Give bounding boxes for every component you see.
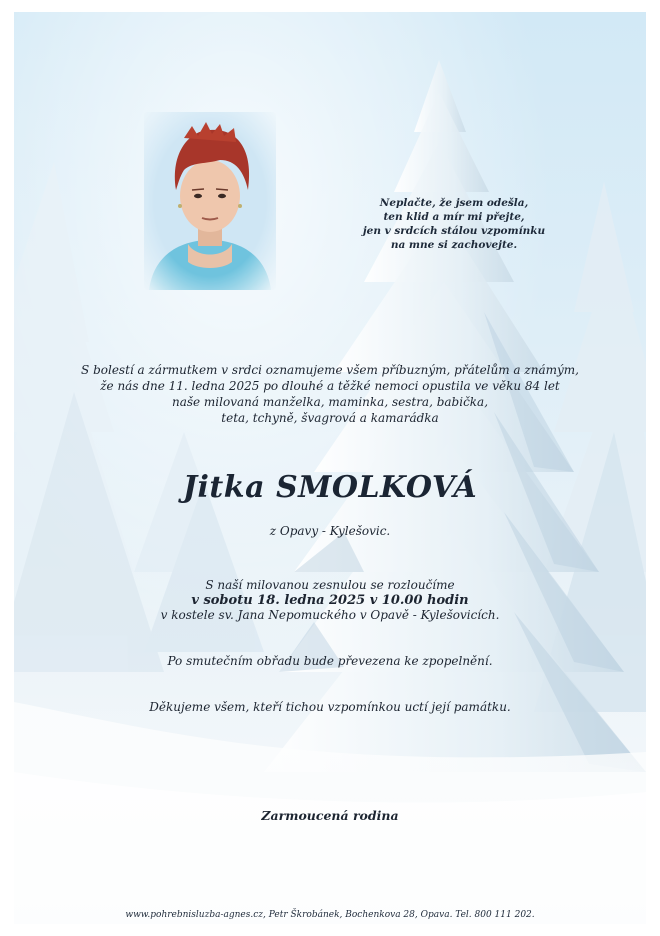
memorial-verse	[344, 196, 564, 252]
funeral-service-footer: www.pohrebnisluzba-agnes.cz, Petr Škrobánek, Bochenkova 28, Opava. Tel. 800 111 202.	[125, 910, 535, 920]
obituary-page	[14, 12, 646, 924]
deceased-origin: z Opavy - Kylešovic.	[269, 524, 391, 538]
announcement-line: S bolestí a zármutkem v srdci oznamujeme všem příbuzným, přátelům a známým,	[81, 363, 579, 377]
funeral-date-time: v sobotu 18. ledna 2025 v 10.00 hodin	[191, 593, 469, 608]
announcement-text	[14, 362, 646, 426]
farewell-intro: S naší milovanou zesnulou se rozloučíme	[205, 578, 455, 592]
verse-line: na mne si zachovejte.	[390, 239, 518, 251]
deceased-name: Jitka SMOLKOVÁ	[182, 470, 478, 505]
portrait-photo	[144, 112, 276, 290]
verse-line: ten klid a mír mi přejte,	[383, 211, 525, 223]
cremation-note: Po smutečním obřadu bude převezena ke zpopelnění.	[167, 654, 493, 668]
verse-line: Neplačte, že jsem odešla,	[379, 197, 529, 209]
funeral-location: v kostele sv. Jana Nepomuckého v Opavě - Kylešovicích.	[160, 608, 500, 622]
announcement-line: že nás dne 11. ledna 2025 po dlouhé a těžké nemoci opustila ve věku 84 let	[100, 379, 560, 393]
family-signature: Zarmoucená rodina	[261, 808, 399, 823]
announcement-line: naše milovaná manželka, maminka, sestra, babička,	[171, 395, 489, 409]
winter-forest-background	[14, 12, 646, 924]
announcement-line: teta, tchyně, švagrová a kamarádka	[221, 411, 439, 425]
verse-line: jen v srdcích stálou vzpomínku	[362, 225, 546, 237]
thanks-note: Děkujeme všem, kteří tichou vzpomínkou uctí její památku.	[149, 700, 511, 714]
funeral-details	[14, 578, 646, 623]
